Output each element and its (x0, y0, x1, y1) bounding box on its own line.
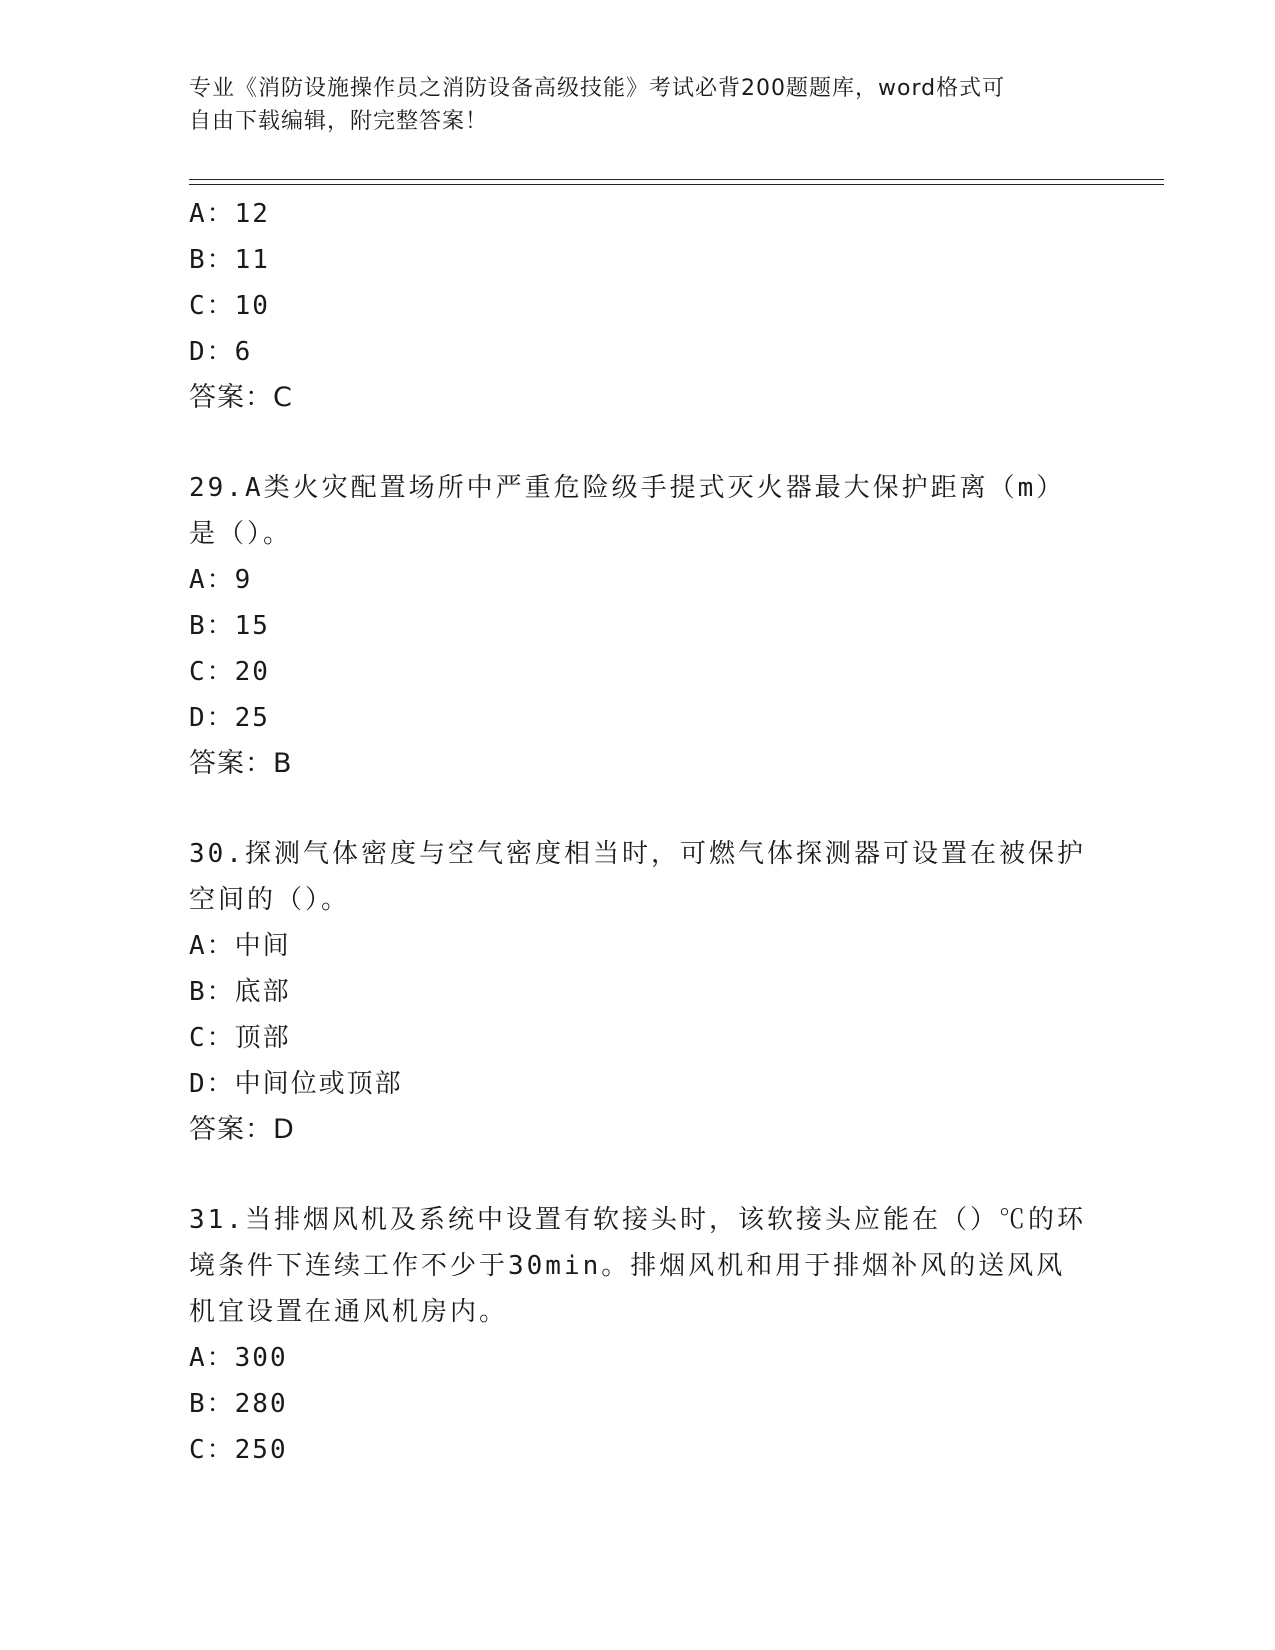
answer-line: 答案：D (189, 1114, 295, 1145)
answer-line: 答案：C (189, 382, 293, 413)
option-b: B：15 (189, 611, 270, 641)
question-block-28 (189, 191, 1089, 421)
header-rule-top (189, 179, 1164, 180)
document-header (189, 72, 1089, 138)
header-line-1: 专业《消防设施操作员之消防设备高级技能》考试必背200题题库，word格式可 (189, 76, 1006, 101)
question-block-30 (189, 831, 1089, 1153)
option-b: B：11 (189, 245, 270, 275)
option-c: C：10 (189, 291, 270, 321)
header-line-2: 自由下载编辑，附完整答案！ (189, 109, 489, 134)
question-block-31 (189, 1197, 1089, 1473)
document-body (189, 191, 1089, 1473)
answer-line: 答案：B (189, 748, 293, 779)
option-a: A：300 (189, 1343, 288, 1373)
option-c: C：250 (189, 1435, 288, 1465)
question-text: 31.当排烟风机及系统中设置有软接头时，该软接头应能在（）℃的环境条件下连续工作不少于30min。排烟风机和用于排烟补风的送风风机宜设置在通风机房内。 (189, 1205, 1086, 1327)
option-c: C：20 (189, 657, 270, 687)
option-a: A：12 (189, 199, 270, 229)
header-rule-bottom (189, 184, 1164, 185)
option-d: D：25 (189, 703, 270, 733)
option-b: B：280 (189, 1389, 288, 1419)
question-text: 30.探测气体密度与空气密度相当时，可燃气体探测器可设置在被保护空间的（）。 (189, 839, 1086, 915)
option-a: A：9 (189, 565, 253, 595)
question-text: 29.A类火灾配置场所中严重危险级手提式灭火器最大保护距离（m）是（）。 (189, 473, 1066, 549)
option-b: B：底部 (189, 977, 291, 1007)
option-c: C：顶部 (189, 1023, 291, 1053)
option-a: A：中间 (189, 931, 291, 961)
question-block-29 (189, 465, 1089, 787)
option-d: D：6 (189, 337, 253, 367)
option-d: D：中间位或顶部 (189, 1069, 403, 1099)
